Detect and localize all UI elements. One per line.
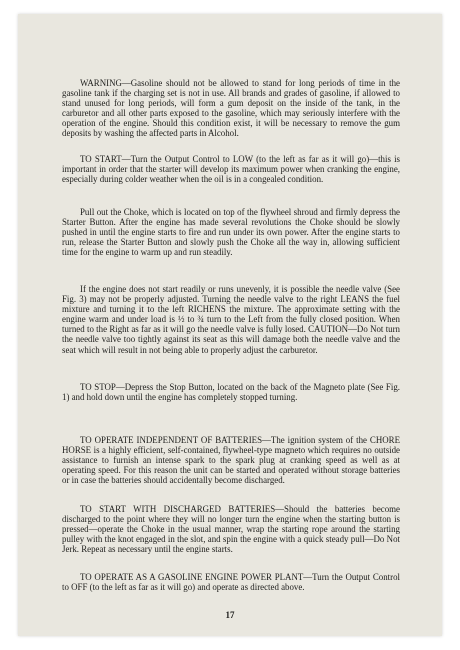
paragraph-text: If the engine does not start readily or runs unevenly, it is possible the needle valve (See Fig. 3) may not be properly adjusted. Turning the needle valve to the right LEANS the fuel mixture and turning it to the left RICHENS the mixture. The approximate setting with the engine warm and under load is ½ to ¾ turn to the Left from the fully closed position. When turned to the Right as far as it will go the needle valve is fully losed. CAUTION—Do Not turn the needle valve too tightly against its seat as this will damage both the needle valve and the seat which will result in not being able to properly adjust the carburetor. xyxy=(62,284,400,355)
page-number: 17 xyxy=(225,610,235,620)
manual-page xyxy=(18,14,442,636)
paragraph-power-plant xyxy=(62,572,400,592)
paragraph-discharged-batteries xyxy=(62,504,400,554)
paragraph-choke xyxy=(62,207,400,257)
paragraph-text: TO START—Turn the Output Control to LOW (to the left as far as it will go)—this is important in order that the starter will develop its maximum power when cranking the engine, especially during colder weather when the oil is in a congealed condition. xyxy=(62,154,400,185)
paragraph-text: WARNING—Gasoline should not be allowed to stand for long periods of time in the gasoline tank if the charging set is not in use. All brands and grades of gasoline, if allowed to stand unused for long periods, will form a gum deposit on the inside of the tank, in the carburetor and all other parts exposed to the gasoline, which may seriously interfere with the operation of the engine. Should this condition exist, it will be necessary to remove the gum deposits by washing the affected parts in Alcohol. xyxy=(62,78,400,139)
paragraph-text: TO START WITH DISCHARGED BATTERIES—Should the batteries become discharged to the point where they will no longer turn the engine when the starting button is pressed—operate the Choke in the usual manner, wrap the starting rope around the starting pulley with the knot engaged in the slot, and spin the engine with a quick steady pull—Do Not Jerk. Repeat as necessary until the engine starts. xyxy=(62,504,400,555)
paragraph-needle-valve xyxy=(62,284,400,355)
paragraph-text: TO OPERATE INDEPENDENT OF BATTERIES—The ignition system of the CHORE HORSE is a highly efficient, self-contained, flywheel-type magneto which requires no outside assistance to furnish an intense spark to the spark plug at cranking speed as well as at operating speed. For this reason the unit can be started and operated without storage batteries or in case the batteries should accidentally become discharged. xyxy=(62,435,400,486)
paragraph-to-stop xyxy=(62,382,400,402)
paragraph-text: TO OPERATE AS A GASOLINE ENGINE POWER PLANT—Turn the Output Control to OFF (to the left as far as it will go) and operate as directed above. xyxy=(62,572,400,593)
paragraph-independent-of-batteries xyxy=(62,435,400,485)
paragraph-text: TO STOP—Depress the Stop Button, located on the back of the Magneto plate (See Fig. 1) and hold down until the engine has completely stopped turning. xyxy=(62,382,400,403)
paragraph-to-start xyxy=(62,154,400,184)
paragraph-text: Pull out the Choke, which is located on top of the flywheel shroud and firmly depress the Starter Button. After the engine has made several revolutions the Choke should be slowly pushed in until the engine starts to fire and run under its own power. After the engine starts to run, release the Starter Button and slowly push the Choke all the way in, allowing sufficient time for the engine to warm up and run steadily. xyxy=(62,207,400,258)
paragraph-warning xyxy=(62,78,400,139)
